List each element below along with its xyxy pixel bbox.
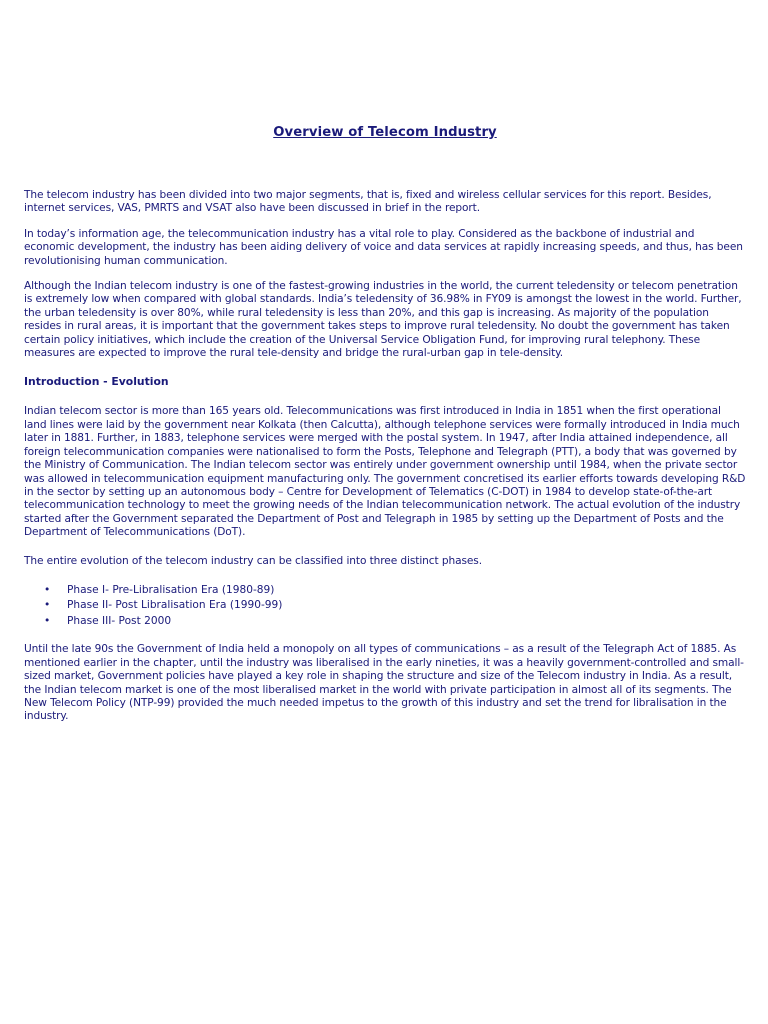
section-heading-evolution: Introduction - Evolution (24, 375, 169, 389)
phase-label: Phase I- Pre-Libralisation Era (1980-89) (67, 583, 275, 596)
evolution-paragraph-3: Until the late 90s the Government of India held a monopoly on all types of communications – as a result of the Telegraph Act of 1885. As mentioned earlier in the chapter, until the industry was liberalised in the early nineties, it was a heavily government-controlled and small-sized market, Government policies have played a key role in shaping the structure and size of the Telecom industry in India. As a result, the Indian telecom market is one of the most liberalised market in the world with private participation in almost all of its segments. The New Telecom Policy (NTP-99) provided the much needed impetus to the growth of this industry and set the trend for libralisation in the industry. (24, 643, 744, 723)
bullet-icon: • (44, 614, 51, 627)
list-item (24, 614, 746, 630)
intro-paragraph-3: Although the Indian telecom industry is one of the fastest-growing industries in the world, the current teledensity or telecom penetration is extremely low when compared with global standards. India’s teledensity of 36.98% in FY09 is amongst the lowest in the world. Further, the urban teledensity is over 80%, while rural teledensity is less than 20%, and this gap is increasing. As majority of the population resides in rural areas, it is important that the government takes steps to improve rural teledensity. No doubt the government has taken certain policy initiatives, which include the creation of the Universal Service Obligation Fund, for improving rural telephony. These measures are expected to improve the rural tele-density and bridge the rural-urban gap in tele-density. (24, 280, 742, 360)
evolution-paragraph-1: Indian telecom sector is more than 165 years old. Telecommunications was first introduced in India in 1851 when the first operational land lines were laid by the government near Kolkata (then Calcutta), although telephone services were formally introduced in India much later in 1881. Further, in 1883, telephone services were merged with the postal system. In 1947, after India attained independence, all foreign telecommunication companies were nationalised to form the Posts, Telephone and Telegraph (PTT), a body that was governed by the Ministry of Communication. The Indian telecom sector was entirely under government ownership until 1984, when the private sector was allowed in telecommunication equipment manufacturing only. The government concretised its earlier efforts towards developing R&D in the sector by setting up an autonomous body – Centre for Development of Telematics (C-DOT) in 1984 to develop state-of-the-art telecommunication technology to meet the growing needs of the Indian telecommunication network. The actual evolution of the industry started after the Government separated the Department of Post and Telegraph in 1985 by setting up the Department of Posts and the Department of Telecommunications (DoT). (24, 405, 746, 539)
bullet-icon: • (44, 599, 51, 612)
intro-paragraph-2: In today’s information age, the telecommunication industry has a vital role to play. Considered as the backbone of industrial and economic development, the industry has been aiding delivery of voice and data services at rapidly increasing speeds, and thus, has been revolutionising human communication. (24, 227, 743, 267)
document-title: Overview of Telecom Industry (273, 125, 497, 140)
bullet-icon: • (44, 583, 51, 596)
phase-label: Phase III- Post 2000 (67, 614, 172, 627)
evolution-paragraph-2: The entire evolution of the telecom industry can be classified into three distinct phases. (24, 554, 482, 567)
phases-list (24, 583, 746, 630)
list-item (24, 598, 746, 614)
list-item (24, 583, 746, 599)
intro-paragraph-1: The telecom industry has been divided into two major segments, that is, fixed and wireless cellular services for this report. Besides, internet services, VAS, PMRTS and VSAT also have been discussed in brief in the report. (24, 189, 712, 215)
phase-label: Phase II- Post Libralisation Era (1990-99) (67, 599, 283, 612)
document-page (24, 0, 746, 724)
